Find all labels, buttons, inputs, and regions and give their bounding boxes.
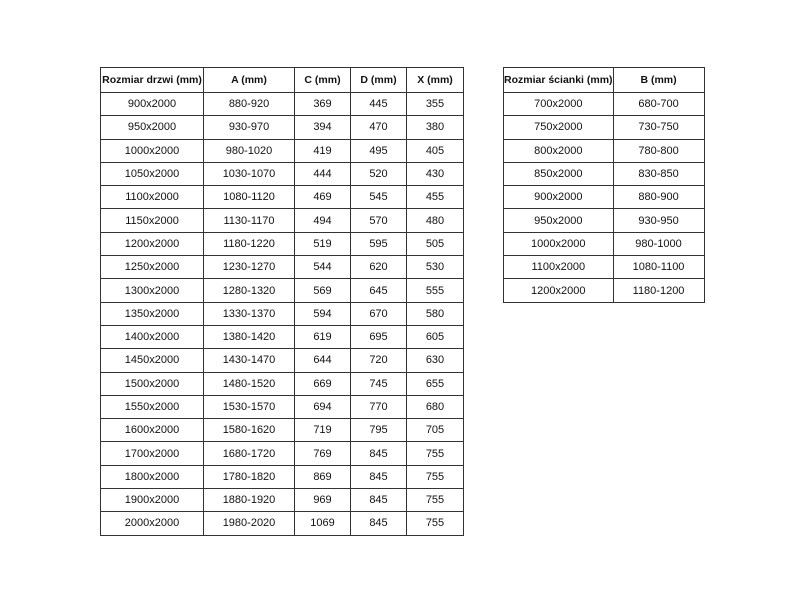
door-table-cell: 469 xyxy=(295,186,351,209)
wall-table-cell: 780-800 xyxy=(613,139,704,162)
door-table-row xyxy=(101,256,464,279)
wall-table-cell: 1180-1200 xyxy=(613,279,704,302)
door-table-cell: 900x2000 xyxy=(101,93,204,116)
door-table-cell: 1980-2020 xyxy=(204,512,295,535)
door-table-cell: 620 xyxy=(351,256,407,279)
door-table-cell: 455 xyxy=(407,186,464,209)
door-table-cell: 980-1020 xyxy=(204,139,295,162)
door-table-row xyxy=(101,116,464,139)
door-table-cell: 355 xyxy=(407,93,464,116)
door-table-cell: 644 xyxy=(295,349,351,372)
door-table-cell: 1600x2000 xyxy=(101,419,204,442)
door-table-cell: 545 xyxy=(351,186,407,209)
door-table-row xyxy=(101,419,464,442)
wall-table-body xyxy=(504,93,705,303)
door-table-row xyxy=(101,162,464,185)
door-size-table xyxy=(100,67,464,536)
door-table-cell: 1100x2000 xyxy=(101,186,204,209)
door-table-row xyxy=(101,279,464,302)
wall-table-cell: 950x2000 xyxy=(504,209,614,232)
door-table-cell: 1180-1220 xyxy=(204,232,295,255)
door-table-cell: 570 xyxy=(351,209,407,232)
door-table-cell: 555 xyxy=(407,279,464,302)
wall-table-row xyxy=(504,93,705,116)
wall-table-cell: 830-850 xyxy=(613,162,704,185)
door-table-cell: 1430-1470 xyxy=(204,349,295,372)
wall-table-cell: 930-950 xyxy=(613,209,704,232)
door-table-cell: 770 xyxy=(351,395,407,418)
door-table-header-cell: X (mm) xyxy=(407,68,464,93)
door-table-cell: 969 xyxy=(295,489,351,512)
door-table-cell: 795 xyxy=(351,419,407,442)
door-table-cell: 480 xyxy=(407,209,464,232)
door-table-cell: 519 xyxy=(295,232,351,255)
door-table-cell: 505 xyxy=(407,232,464,255)
wall-table-row xyxy=(504,162,705,185)
door-table-header-cell: Rozmiar drzwi (mm) xyxy=(101,68,204,93)
door-table-cell: 1900x2000 xyxy=(101,489,204,512)
door-table-cell: 755 xyxy=(407,512,464,535)
wall-table-row xyxy=(504,139,705,162)
door-table-cell: 1130-1170 xyxy=(204,209,295,232)
wall-table-cell: 730-750 xyxy=(613,116,704,139)
door-table-row xyxy=(101,442,464,465)
door-table-cell: 880-920 xyxy=(204,93,295,116)
door-table-cell: 705 xyxy=(407,419,464,442)
door-table-row xyxy=(101,395,464,418)
door-table-cell: 444 xyxy=(295,162,351,185)
door-table-cell: 1069 xyxy=(295,512,351,535)
wall-table-cell: 1000x2000 xyxy=(504,232,614,255)
wall-table-cell: 880-900 xyxy=(613,186,704,209)
door-table-cell: 755 xyxy=(407,442,464,465)
door-table-cell: 520 xyxy=(351,162,407,185)
door-table-cell: 630 xyxy=(407,349,464,372)
wall-table-row xyxy=(504,186,705,209)
wall-table-row xyxy=(504,209,705,232)
door-table-cell: 655 xyxy=(407,372,464,395)
door-table-cell: 1330-1370 xyxy=(204,302,295,325)
wall-table-header-row xyxy=(504,68,705,93)
wall-table-header-cell: B (mm) xyxy=(613,68,704,93)
door-table-cell: 495 xyxy=(351,139,407,162)
door-table-cell: 1800x2000 xyxy=(101,465,204,488)
door-table-cell: 845 xyxy=(351,512,407,535)
door-table-cell: 720 xyxy=(351,349,407,372)
door-table-cell: 719 xyxy=(295,419,351,442)
door-table-row xyxy=(101,209,464,232)
wall-table-cell: 980-1000 xyxy=(613,232,704,255)
door-table-cell: 1530-1570 xyxy=(204,395,295,418)
door-table-cell: 755 xyxy=(407,465,464,488)
door-table-cell: 869 xyxy=(295,465,351,488)
door-table-cell: 1030-1070 xyxy=(204,162,295,185)
door-table-cell: 680 xyxy=(407,395,464,418)
wall-size-table xyxy=(503,67,705,303)
door-table-cell: 670 xyxy=(351,302,407,325)
door-table-cell: 745 xyxy=(351,372,407,395)
door-table-cell: 1080-1120 xyxy=(204,186,295,209)
door-table-row xyxy=(101,512,464,535)
door-table-cell: 430 xyxy=(407,162,464,185)
wall-table-cell: 850x2000 xyxy=(504,162,614,185)
door-table-cell: 1200x2000 xyxy=(101,232,204,255)
door-table-cell: 845 xyxy=(351,465,407,488)
door-table-cell: 695 xyxy=(351,325,407,348)
wall-table-row xyxy=(504,232,705,255)
door-table-cell: 1680-1720 xyxy=(204,442,295,465)
door-table-cell: 1480-1520 xyxy=(204,372,295,395)
door-table-cell: 1700x2000 xyxy=(101,442,204,465)
door-table-header-row xyxy=(101,68,464,93)
wall-table-row xyxy=(504,256,705,279)
door-table-cell: 594 xyxy=(295,302,351,325)
door-table-cell: 470 xyxy=(351,116,407,139)
door-table-cell: 1450x2000 xyxy=(101,349,204,372)
door-table-cell: 1150x2000 xyxy=(101,209,204,232)
door-table-cell: 1550x2000 xyxy=(101,395,204,418)
door-table-row xyxy=(101,325,464,348)
door-table-cell: 1230-1270 xyxy=(204,256,295,279)
door-table-cell: 569 xyxy=(295,279,351,302)
wall-table-row xyxy=(504,116,705,139)
door-table-cell: 1350x2000 xyxy=(101,302,204,325)
door-table-cell: 605 xyxy=(407,325,464,348)
door-table-cell: 950x2000 xyxy=(101,116,204,139)
wall-table-cell: 700x2000 xyxy=(504,93,614,116)
door-table-cell: 1000x2000 xyxy=(101,139,204,162)
door-table-row xyxy=(101,372,464,395)
wall-table-cell: 900x2000 xyxy=(504,186,614,209)
door-table-cell: 1880-1920 xyxy=(204,489,295,512)
door-table-cell: 394 xyxy=(295,116,351,139)
door-table-row xyxy=(101,465,464,488)
wall-table-cell: 680-700 xyxy=(613,93,704,116)
door-table-cell: 645 xyxy=(351,279,407,302)
wall-table-cell: 1080-1100 xyxy=(613,256,704,279)
door-table-cell: 419 xyxy=(295,139,351,162)
door-table-cell: 1300x2000 xyxy=(101,279,204,302)
door-table-header-cell: C (mm) xyxy=(295,68,351,93)
door-table-cell: 445 xyxy=(351,93,407,116)
door-table-cell: 530 xyxy=(407,256,464,279)
door-table-cell: 619 xyxy=(295,325,351,348)
door-table-body xyxy=(101,93,464,536)
door-table-header-cell: A (mm) xyxy=(204,68,295,93)
wall-table-cell: 1200x2000 xyxy=(504,279,614,302)
door-table-cell: 380 xyxy=(407,116,464,139)
door-table-cell: 369 xyxy=(295,93,351,116)
door-table-cell: 2000x2000 xyxy=(101,512,204,535)
door-table-row xyxy=(101,302,464,325)
door-table-row xyxy=(101,489,464,512)
door-table-cell: 595 xyxy=(351,232,407,255)
door-table-row xyxy=(101,349,464,372)
wall-table-cell: 800x2000 xyxy=(504,139,614,162)
door-table-cell: 845 xyxy=(351,489,407,512)
door-table-cell: 1280-1320 xyxy=(204,279,295,302)
wall-table-header-cell: Rozmiar ścianki (mm) xyxy=(504,68,614,93)
door-table-cell: 1500x2000 xyxy=(101,372,204,395)
door-table-row xyxy=(101,93,464,116)
door-table-header-cell: D (mm) xyxy=(351,68,407,93)
wall-table-row xyxy=(504,279,705,302)
door-table-cell: 1580-1620 xyxy=(204,419,295,442)
door-table-cell: 845 xyxy=(351,442,407,465)
door-table-cell: 755 xyxy=(407,489,464,512)
door-table-cell: 669 xyxy=(295,372,351,395)
wall-table-cell: 1100x2000 xyxy=(504,256,614,279)
door-table-cell: 494 xyxy=(295,209,351,232)
wall-table-cell: 750x2000 xyxy=(504,116,614,139)
door-table-row xyxy=(101,186,464,209)
door-table-cell: 1780-1820 xyxy=(204,465,295,488)
door-table-cell: 769 xyxy=(295,442,351,465)
door-table-cell: 694 xyxy=(295,395,351,418)
door-table-cell: 1050x2000 xyxy=(101,162,204,185)
door-table-cell: 405 xyxy=(407,139,464,162)
door-table-cell: 580 xyxy=(407,302,464,325)
door-table-cell: 544 xyxy=(295,256,351,279)
door-table-cell: 1380-1420 xyxy=(204,325,295,348)
door-table-cell: 1250x2000 xyxy=(101,256,204,279)
door-table-row xyxy=(101,139,464,162)
door-table-cell: 930-970 xyxy=(204,116,295,139)
door-table-row xyxy=(101,232,464,255)
door-table-cell: 1400x2000 xyxy=(101,325,204,348)
